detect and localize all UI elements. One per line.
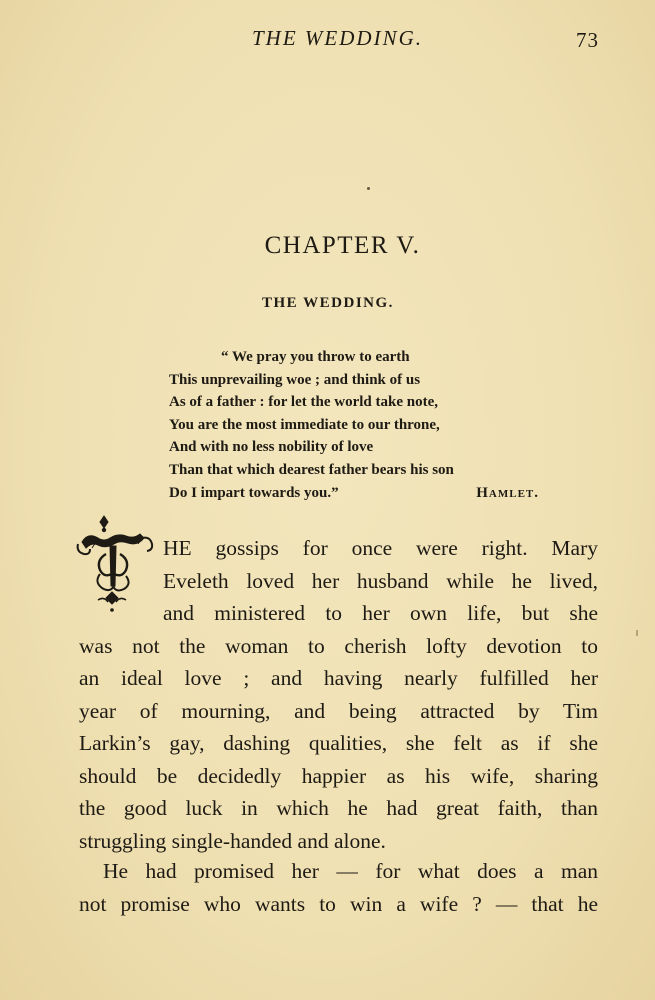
epigraph-attribution: Hamlet.: [476, 484, 539, 501]
paragraph-line: an ideal love ; and having nearly fulfilled her: [79, 666, 598, 690]
paragraph-line: He had promised her — for what does a man: [103, 859, 598, 883]
chapter-title: CHAPTER V.: [264, 232, 421, 259]
paragraph-line: HE gossips for once were right. Mary: [163, 536, 598, 560]
paragraph-line: Larkin’s gay, dashing qualities, she felt as if she: [79, 731, 598, 755]
epigraph-last-row: [169, 482, 541, 505]
paragraph-line: and ministered to her own life, but she: [163, 601, 598, 625]
epigraph-line: As of a father : for let the world take note,: [169, 394, 438, 411]
paragraph-line: Eveleth loved her husband while he lived,: [163, 568, 598, 593]
paragraph: [79, 855, 598, 920]
paragraph: [79, 532, 598, 857]
chapter-subtitle: THE WEDDING.: [262, 295, 394, 311]
print-speck: [367, 187, 370, 190]
epigraph-line: Than that which dearest father bears his son: [169, 461, 454, 478]
epigraph-line: This unprevailing woe ; and think of us: [169, 371, 421, 388]
epigraph-line: And with no less nobility of love: [169, 439, 374, 456]
paragraph-line: the good luck in which he had great faith, than: [79, 796, 598, 820]
running-head: THE WEDDING.: [252, 26, 423, 50]
paragraph-line: year of mourning, and being attracted by Tim: [79, 698, 598, 723]
page-number: 73: [576, 28, 599, 52]
epigraph-line: You are the most immediate to our throne,: [169, 416, 440, 433]
paragraph-line: struggling single-handed and alone.: [79, 828, 386, 853]
paragraph-line: not promise who wants to win a wife ? — that he: [79, 891, 598, 916]
print-speck: [636, 630, 638, 636]
epigraph: [169, 346, 541, 504]
epigraph-line: Do I impart towards you.”: [169, 484, 339, 501]
paragraph-line: was not the woman to cherish lofty devotion to: [79, 633, 598, 658]
paragraph-line: should be decidedly happier as his wife, sharing: [79, 763, 598, 788]
epigraph-line: “ We pray you throw to earth: [221, 349, 410, 365]
